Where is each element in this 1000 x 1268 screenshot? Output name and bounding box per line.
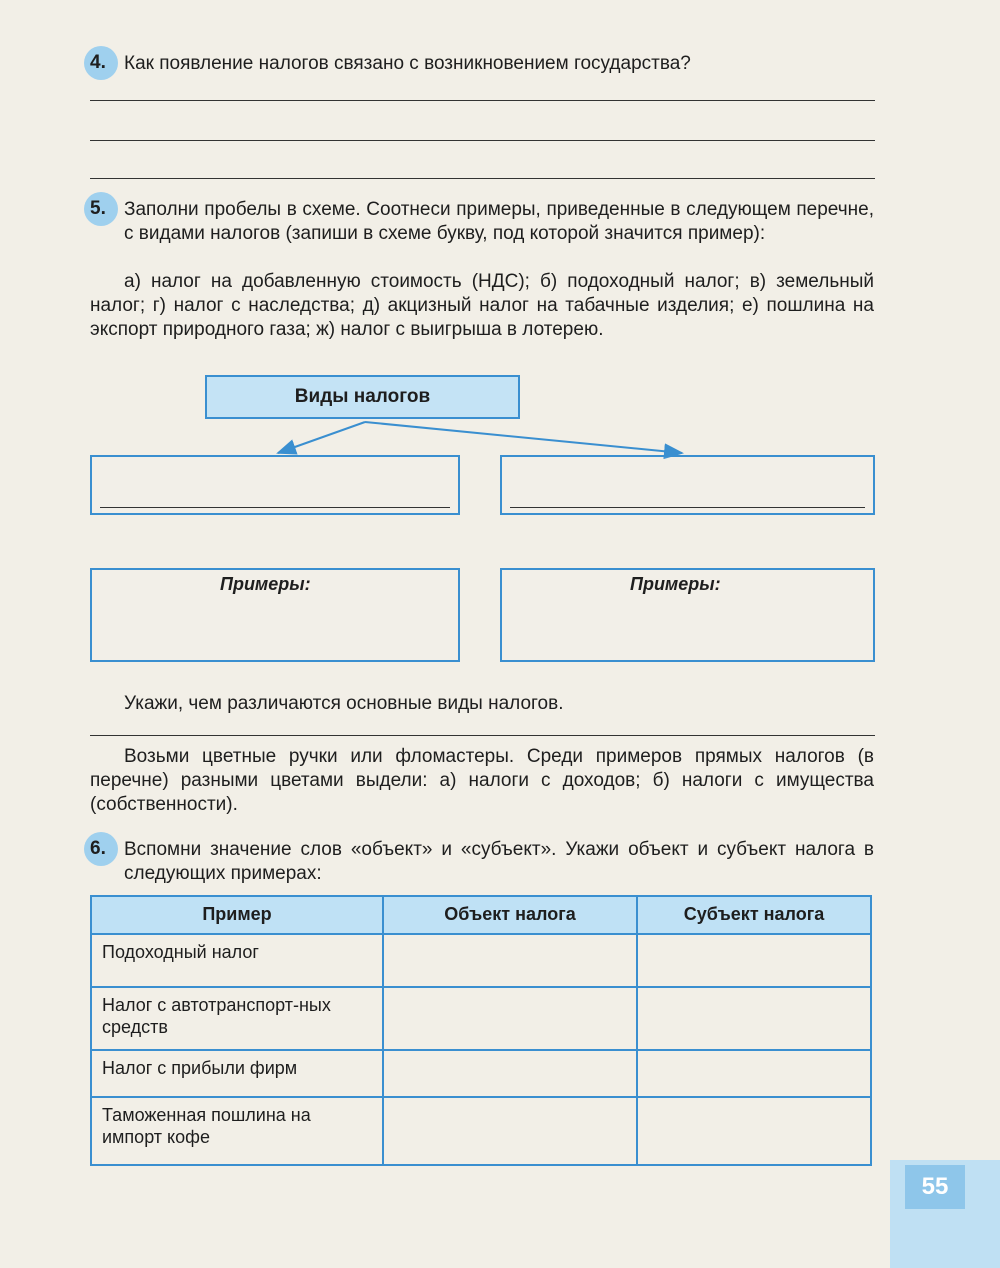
object-cell[interactable] [383,1050,637,1097]
examples-label: Примеры: [220,574,311,594]
examples-box-left[interactable] [90,568,460,662]
task-colors: Возьми цветные ручки или фломастеры. Среди примеров прямых налогов (в перечне) разными цветами выдели: а) налоги с доходов; б) налоги с имущества (собственности). [90,746,874,815]
task-differences: Укажи, чем различаются основные виды налогов. [124,693,564,714]
tax-type-box-left[interactable] [90,455,460,515]
object-cell[interactable] [383,987,637,1050]
arrow-left [278,422,365,453]
examples-label: Примеры: [630,574,721,594]
example-cell: Таможенная пошлина на импорт кофе [91,1097,383,1165]
subject-cell[interactable] [637,1097,871,1165]
question-6-text: Вспомни значение слов «объект» и «субъект». Укажи объект и субъект налога в следующих примерах: [124,839,874,884]
example-cell: Налог с прибыли фирм [91,1050,383,1097]
question-number-4: 4. [84,46,118,80]
subject-cell[interactable] [637,1050,871,1097]
question-number-6: 6. [84,832,118,866]
diagram-arrows [0,0,1000,470]
question-4-text: Как появление налогов связано с возникновением государства? [124,53,691,74]
question-5-list: а) налог на добавленную стоимость (НДС); б) подоходный налог; в) земельный налог; г) налог с наследства; д) акцизный налог на табачные изделия; е) пошлина на экспорт природного газа; ж) налог с выигрыша в лотерею. [90,271,874,340]
examples-box-right[interactable] [500,568,875,662]
diagram-title: Виды налогов [294,386,431,407]
object-cell[interactable] [383,934,637,987]
tax-type-box-right[interactable] [500,455,875,515]
example-cell: Налог с автотранспорт-ных средств [91,987,383,1050]
column-header: Субъект налога [637,896,871,934]
answer-line[interactable] [90,735,875,736]
question-number-5: 5. [84,192,118,226]
column-header: Пример [91,896,383,934]
subject-cell[interactable] [637,934,871,987]
example-cell: Подоходный налог [91,934,383,987]
object-cell[interactable] [383,1097,637,1165]
subject-cell[interactable] [637,987,871,1050]
tax-object-subject-table [90,895,872,1166]
arrow-right [365,422,682,453]
question-5-text: Заполни пробелы в схеме. Соотнеси примеры, приведенные в следующем перечне, с видами налогов (запиши в схеме букву, под которой значится пример): [124,199,874,244]
page-number: 55 [905,1165,965,1209]
column-header: Объект налога [383,896,637,934]
